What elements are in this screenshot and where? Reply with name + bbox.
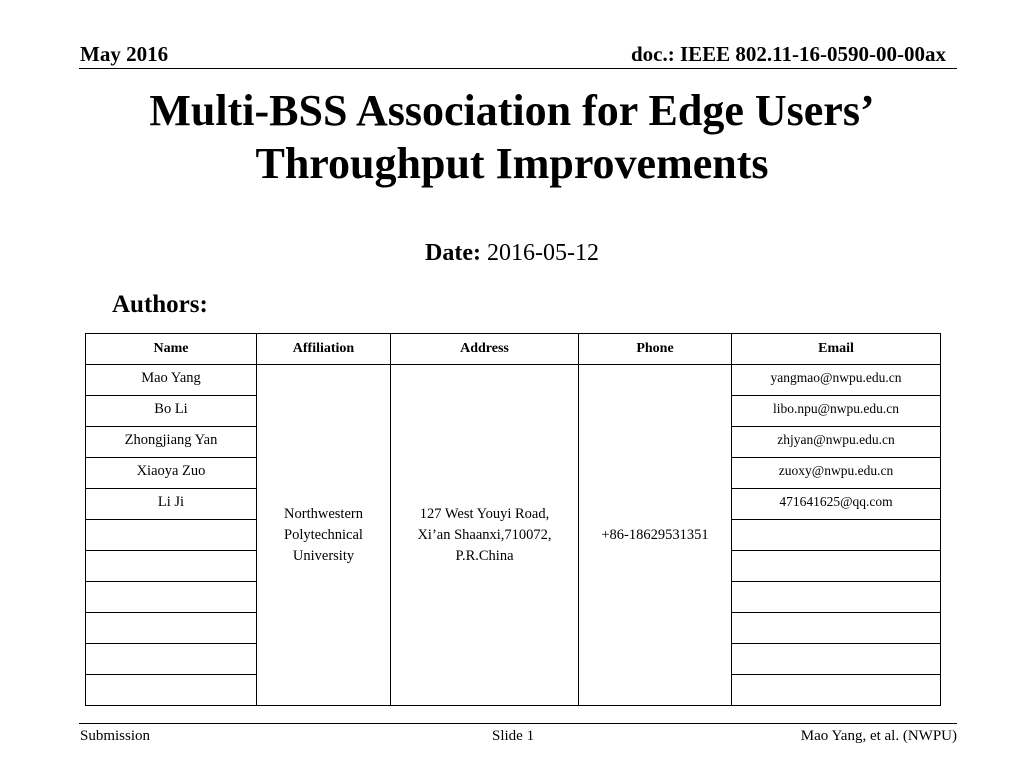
date-value: 2016-05-12 xyxy=(486,240,599,266)
affiliation-line: Northwestern xyxy=(284,505,363,522)
footer-slide-number: Slide 1 xyxy=(492,728,535,744)
column-header-address: Address xyxy=(391,334,579,365)
column-header-affiliation: Affiliation xyxy=(257,334,391,365)
author-name: Li Ji xyxy=(86,489,257,520)
author-email xyxy=(732,520,941,551)
author-name: Xiaoya Zuo xyxy=(86,458,257,489)
column-header-name: Name xyxy=(86,334,257,365)
footer-submission: Submission xyxy=(80,728,151,744)
address-line: 127 West Youyi Road, xyxy=(419,505,550,522)
author-email: zhjyan@nwpu.edu.cn xyxy=(732,427,941,458)
author-name: Mao Yang xyxy=(86,365,257,396)
author-email: yangmao@nwpu.edu.cn xyxy=(732,365,941,396)
header-divider xyxy=(79,68,957,69)
affiliation-line: Polytechnical xyxy=(284,526,363,543)
author-email: libo.npu@nwpu.edu.cn xyxy=(732,396,941,427)
date-line xyxy=(0,240,1024,267)
author-email xyxy=(732,675,941,706)
slide-title-line-1: Multi-BSS Association for Edge Users’ xyxy=(149,86,875,135)
address-line: Xi’an Shaanxi,710072, xyxy=(417,526,552,543)
author-email: 471641625@qq.com xyxy=(732,489,941,520)
footer-authors: Mao Yang, et al. (NWPU) xyxy=(800,728,957,744)
author-name xyxy=(86,644,257,675)
author-name xyxy=(86,520,257,551)
author-name: Bo Li xyxy=(86,396,257,427)
address-cell xyxy=(391,365,579,706)
date-label: Date: xyxy=(425,240,481,266)
slide-title-line-2: Throughput Improvements xyxy=(255,139,769,188)
header-doc-id: doc.: IEEE 802.11-16-0590-00-00ax xyxy=(631,42,946,66)
affiliation-line: University xyxy=(292,547,355,564)
table-row xyxy=(86,365,941,396)
slide-title xyxy=(70,84,954,190)
address-line: P.R.China xyxy=(455,547,514,564)
authors-table xyxy=(85,333,941,706)
phone-cell: +86-18629531351 xyxy=(579,365,732,706)
author-email xyxy=(732,551,941,582)
column-header-email: Email xyxy=(732,334,941,365)
author-name xyxy=(86,551,257,582)
authors-heading: Authors: xyxy=(112,291,208,318)
author-name: Zhongjiang Yan xyxy=(86,427,257,458)
affiliation-cell xyxy=(257,365,391,706)
column-header-phone: Phone xyxy=(579,334,732,365)
footer-divider xyxy=(79,723,957,724)
table-header-row xyxy=(86,334,941,365)
author-email xyxy=(732,644,941,675)
author-email xyxy=(732,613,941,644)
author-email: zuoxy@nwpu.edu.cn xyxy=(732,458,941,489)
author-name xyxy=(86,582,257,613)
author-email xyxy=(732,582,941,613)
author-name xyxy=(86,675,257,706)
header-date: May 2016 xyxy=(80,42,169,66)
author-name xyxy=(86,613,257,644)
